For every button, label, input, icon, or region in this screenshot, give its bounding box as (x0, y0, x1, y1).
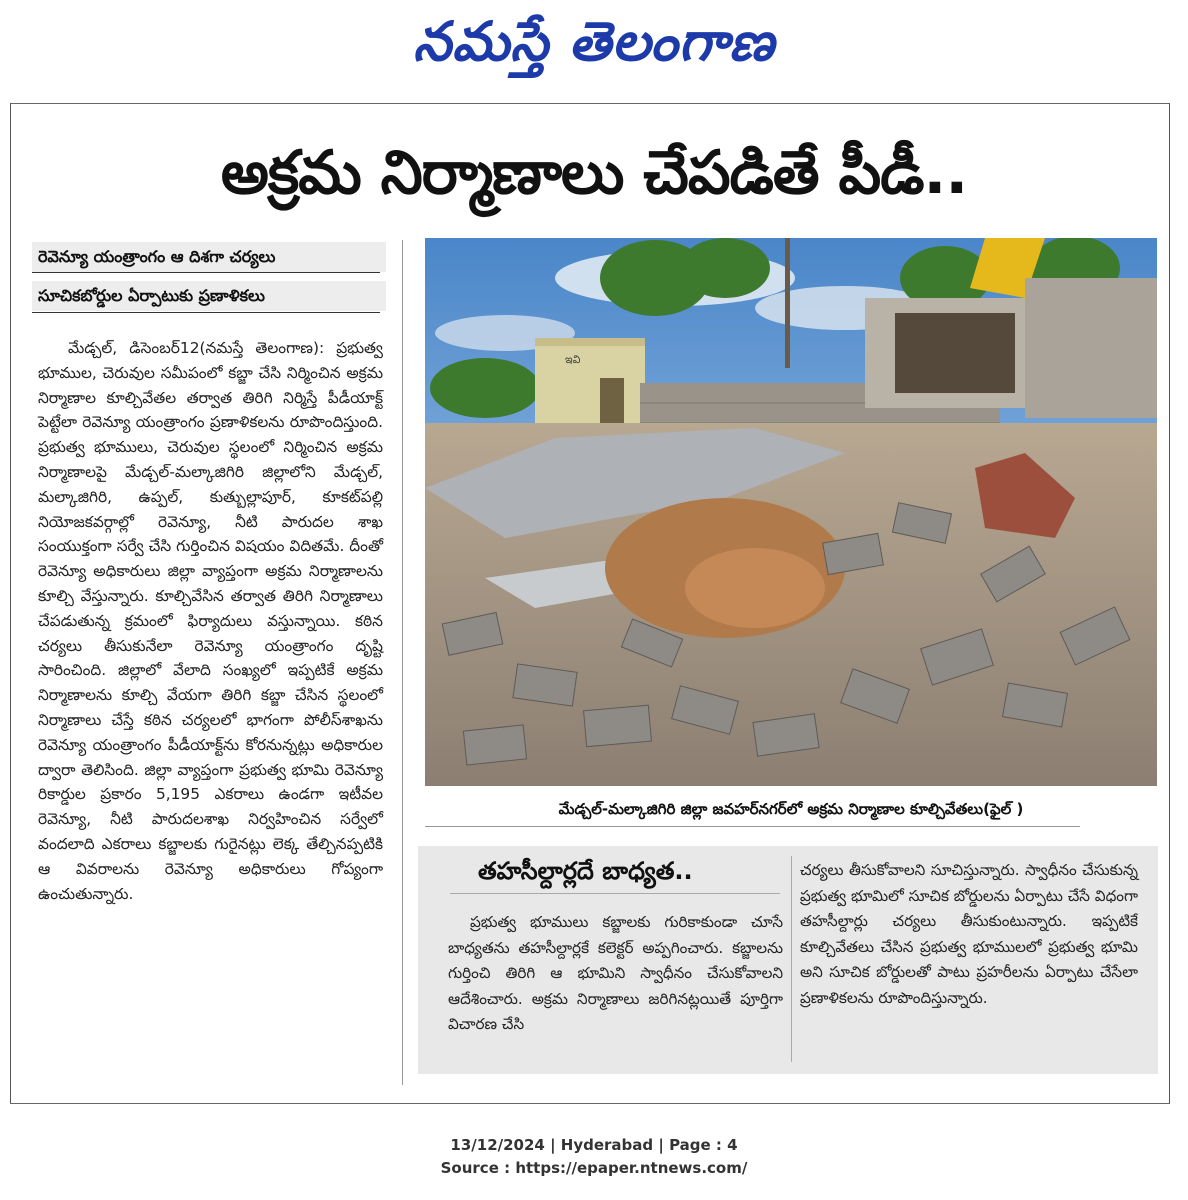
masthead-logo: నమస్తే తెలంగాణ (413, 10, 775, 73)
sidebar-box-title: తహసీల్దార్లదే బాధ్యత.. (478, 857, 693, 885)
footer-source-line: Source : https://epaper.ntnews.com/ (440, 1159, 748, 1177)
column-divider (402, 240, 403, 1085)
caption-rule (425, 826, 1080, 827)
article-body (38, 336, 383, 906)
kicker-rule-2 (32, 312, 380, 313)
sidebar-paragraph-1: ప్రభుత్వ భూములు కబ్జాలకు గురికాకుండా చూసే బాధ్యతను తహసీల్దార్లకే కలెక్టర్ అప్పగించారు. కబ్జాలను గుర్తించి తిరిగి ఆ భూమిని స్వాధీనం చేసుకోవాలని ఆదేశించారు. అక్రమ నిర్మాణాలు జరిగినట్లయితే పూర్తిగా విచారణ చేసి (448, 913, 783, 1034)
sidebar-paragraph-2: చర్యలు తీసుకోవాలని సూచిస్తున్నారు. స్వాధీనం చేసుకున్న ప్రభుత్వ భూమిలో సూచిక బోర్డులను ఏర్పాటు చేసే విధంగా తహసీల్దార్లు చర్యలు తీసుకుంటున్నారు. ఇప్పటికే కూల్చివేతలు చేసిన ప్రభుత్వ భూములలో ప్రభుత్వ భూమి అని సూచిక బోర్డులతో పాటు ప్రహరీలను ఏర్పాటు చేసేలా ప్రణాళికలను రూపొందిస్తున్నారు. (800, 861, 1138, 1007)
sidebar-column-2 (800, 858, 1138, 1012)
footer-date-line: 13/12/2024 | Hyderabad | Page : 4 (450, 1136, 738, 1154)
demolition-photo (425, 238, 1157, 786)
divider-left (10, 103, 11, 1103)
kicker-2: సూచికబోర్డుల ఏర్పాటుకు ప్రణాళికలు (32, 281, 386, 311)
divider-top (10, 103, 1170, 104)
sidebar-title-rule (450, 893, 780, 894)
article-paragraph: మేడ్చల్, డిసెంబర్12(నమస్తే తెలంగాణ): ప్రభుత్వ భూముల, చెరువుల సమీపంలో కబ్జా చేసి నిర్మించిన అక్రమ నిర్మాణాల కూల్చివేతల తర్వాత తిరిగి నిర్మిస్తే పీడీయాక్ట్ పెట్టేలా రెవెన్యూ యంత్రాంగం ప్రణాళికలను రూపొందిస్తుంది. ప్రభుత్వ భూములు, చెరువుల స్థలంలో నిర్మించిన అక్రమ నిర్మాణాలపై మేడ్చల్-మల్కాజిగిరి జిల్లాలోని మేడ్చల్, మల్కాజిగిరి, ఉప్పల్, కుత్బుల్లాపూర్, కూకట్‌పల్లి నియోజకవర్గాల్లో రెవెన్యూ, నీటి పారుదల శాఖ సంయుక్తంగా సర్వే చేసి గుర్తించిన విషయం విదితమే. దీంతో రెవెన్యూ అధికారులు జిల్లా వ్యాప్తంగా అక్రమ నిర్మాణాలను కూల్చి వేస్తున్నారు. కూల్చివేసిన తర్వాత తిరిగి నిర్మాణాలు చేపడుతున్న క్రమంలో ఫిర్యాదులు వస్తున్నాయి. కఠిన చర్యలు తీసుకునేలా రెవెన్యూ యంత్రాంగం దృష్టి సారించింది. జిల్లాలో వేలాది సంఖ్యలో ఇప్పటికే అక్రమ నిర్మాణాలను కూల్చి వేయగా తిరిగి కబ్జా చేసిన స్థలంలో నిర్మాణాలు చేస్తే కఠిన చర్యలలో భాగంగా పోలీస్‌శాఖను రెవెన్యూ యంత్రాంగం పీడీయాక్ట్‌ను కోరనున్నట్లు అధికారుల ద్వారా తెలిసింది. జిల్లా వ్యాప్తంగా ప్రభుత్వ భూమి రెవెన్యూ రికార్డుల ప్రకారం 5,195 ఎకరాలు ఉండగా ఇటీవల రెవెన్యూ, నీటి పారుదలశాఖ నిర్వహించిన సర్వేలో వందలాది ఎకరాలు కబ్జాలకు గురైనట్లు లెక్క తేల్చినప్పటికి ఆ వివరాలను రెవెన్యూ అధికారులు గోప్యంగా ఉంచుతున్నారు. (38, 339, 383, 903)
divider-right (1169, 103, 1170, 1103)
house-sign-text: ఇవి (565, 353, 581, 366)
kicker-rule-1 (32, 272, 380, 273)
masthead (0, 6, 1188, 78)
divider-bottom (10, 1103, 1170, 1104)
kicker-1: రెవెన్యూ యంత్రాంగం ఆ దిశగా చర్యలు (32, 242, 386, 272)
sidebar-column-divider (791, 856, 792, 1062)
headline: అక్రమ నిర్మాణాలు చేపడితే పీడీ.. (220, 138, 968, 208)
photo-caption: మేడ్చల్-మల్కాజిగిరి జిల్లా జవహర్‌నగర్‌లో అక్రమ నిర్మాణాల కూల్చివేతలు(ఫైల్ ) (558, 800, 1024, 818)
sidebar-column-1 (448, 910, 783, 1038)
